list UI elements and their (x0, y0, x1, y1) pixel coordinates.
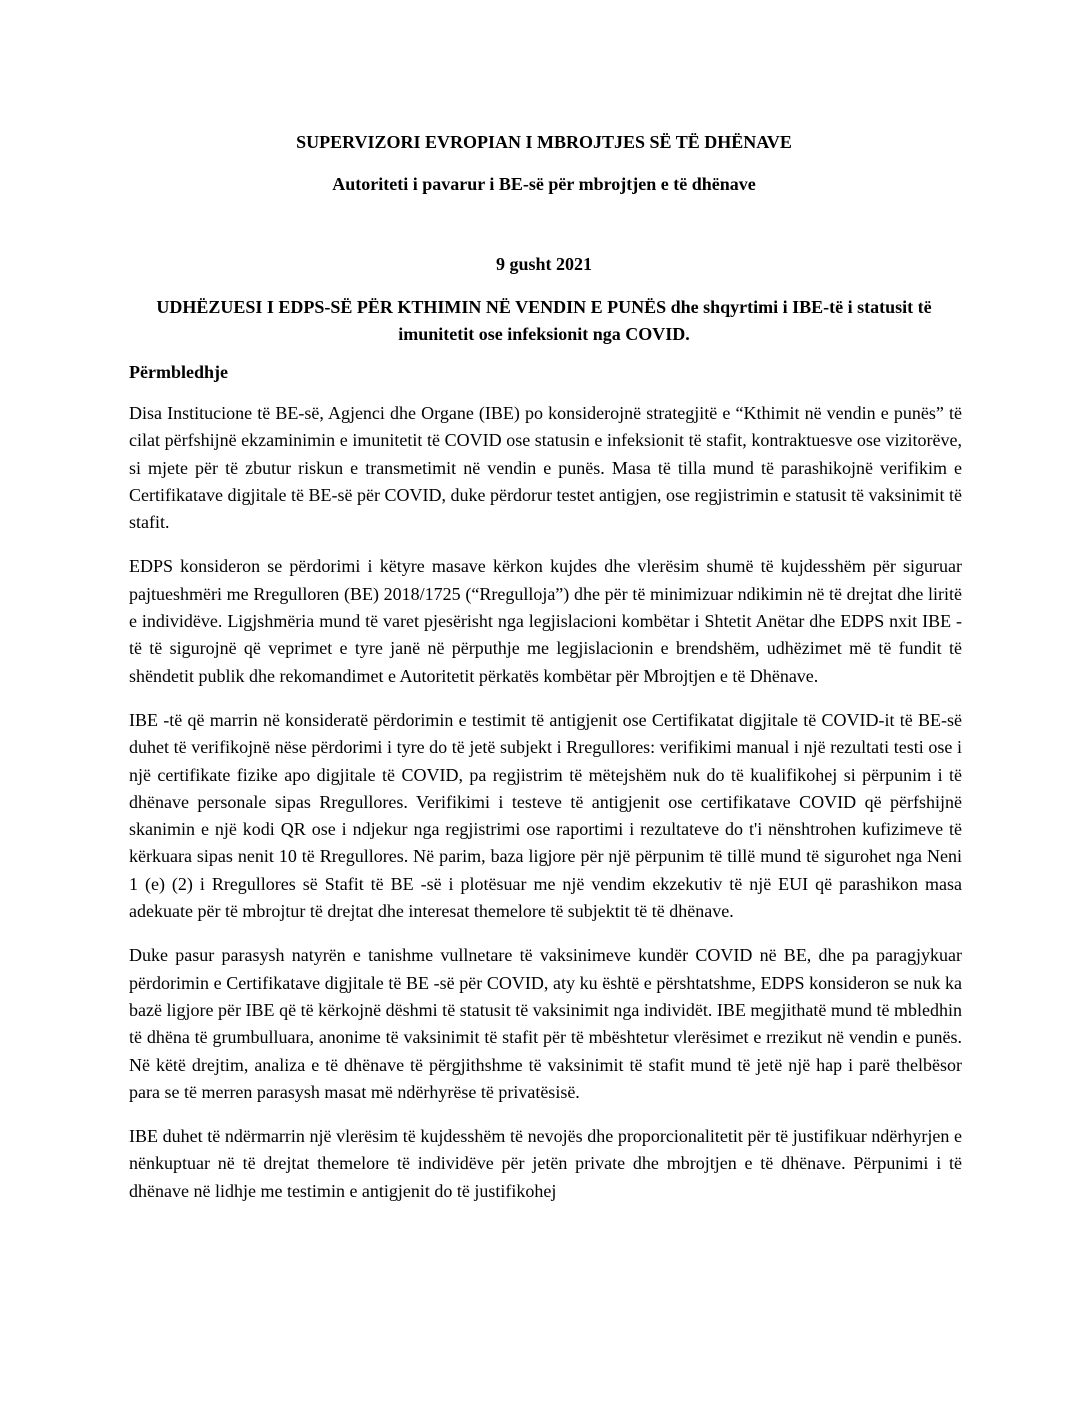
document-date: 9 gusht 2021 (495, 254, 593, 274)
organization-subtitle: Autoriteti i pavarur i BE-së për mbrojtjen e të dhënave (332, 174, 756, 194)
paragraph-5: IBE duhet të ndërmarrin një vlerësim të kujdesshëm të nevojës dhe proporcionalitetit për të justifikuar ndërhyrjen e nënkuptuar në të drejtat themelore të individëve për jetën private dhe mbrojtjen e të dhënave. Përpunimi i të dhënave në lidhje me testimin e antigjenit do të justifikohej (129, 1126, 962, 1201)
organization-name: SUPERVIZORI EVROPIAN I MBROJTJES SË TË DHËNAVE (296, 132, 792, 152)
document-body (129, 400, 962, 1222)
paragraph-3: IBE -të që marrin në konsideratë përdorimin e testimit të antigjenit ose Certifikatat digjitale të COVID-it të BE-së duhet të verifikojnë nëse përdorimi i tyre do të jetë subjekt i Rregullores: verifikimi manual i një rezultati testi ose i një certifikate fizike apo digjitale të COVID, pa regjistrim të mëtejshëm nuk do të kualifikohej si përpunim i të dhënave personale sipas Rregullores. Verifikimi i testeve të antigjenit ose certifikatave COVID që përfshijnë skanimin e një kodi QR ose i ndjekur nga regjistrimi ose raportimi i rezultateve do t'i nënshtrohen kufizimeve të kërkuara sipas nenit 10 të Rregullores. Në parim, baza ligjore për një përpunim të tillë mund të sigurohet nga Neni 1 (e) (2) i Rregullores së Stafit të BE -së i plotësuar me një vendim ekzekutiv të një EUI që parashikon masa adekuate për të mbrojtur të drejtat dhe interesat themelore të subjektit të të dhënave. (129, 709, 962, 922)
paragraph-4: Duke pasur parasysh natyrën e tanishme vullnetare të vaksinimeve kundër COVID në BE, dhe pa paragjykuar përdorimin e Certifikatave digjitale të BE -së për COVID, aty ku është e përshtatshme, EDPS konsideron se nuk ka bazë ligjore për IBE që të kërkojnë dëshmi të statusit të vaksinimit nga individët. IBE megjithatë mund të mbledhin të dhëna të grumbulluara, anonime të vaksinimit të stafit për të mbështetur vlerësimet e rrezikut në vendin e punës. Në këtë drejtim, analiza e të dhënave të përgjithshme të vaksinimit të stafit mund të jetë një hap i parë thelbësor para se të merren parasysh masat më ndërhyrëse të privatësisë. (129, 945, 962, 1102)
document-title: UDHËZUESI I EDPS-SË PËR KTHIMIN NË VENDIN E PUNËS dhe shqyrtimi i IBE-të i statusit të imunitetit ose infeksionit nga COVID. (156, 297, 932, 344)
paragraph-1: Disa Institucione të BE-së, Agjenci dhe Organe (IBE) po konsiderojnë strategjitë e “Kthimit në vendin e punës” të cilat përfshijnë ekzaminimin e imunitetit të COVID ose statusin e infeksionit të stafit, kontraktuesve ose vizitorëve, si mjete për të zbutur riskun e transmetimit në vendin e punës. Masa të tilla mund të parashikojnë verifikim e Certifikatave digjitale të BE-së për COVID, duke përdorur testet antigjen, ose regjistrimin e statusit të vaksinimit të stafit. (129, 403, 962, 533)
paragraph-2: EDPS konsideron se përdorimi i këtyre masave kërkon kujdes dhe vlerësim shumë të kujdesshëm për siguruar pajtueshmëri me Rregulloren (BE) 2018/1725 (“Rregulloja”) dhe për të minimizuar ndikimin në të drejtat dhe liritë e individëve. Ligjshmëria mund të varet pjesërisht nga legjislacioni kombëtar i Shtetit Anëtar dhe EDPS nxit IBE -të të sigurojnë që veprimet e tyre janë në përputhje me legjislacionin e brendshëm, udhëzimet më të fundit të shëndetit publik dhe rekomandimet e Autoritetit përkatës kombëtar për Mbrojtjen e të Dhënave. (129, 556, 962, 686)
summary-heading: Përmbledhje (129, 362, 228, 382)
